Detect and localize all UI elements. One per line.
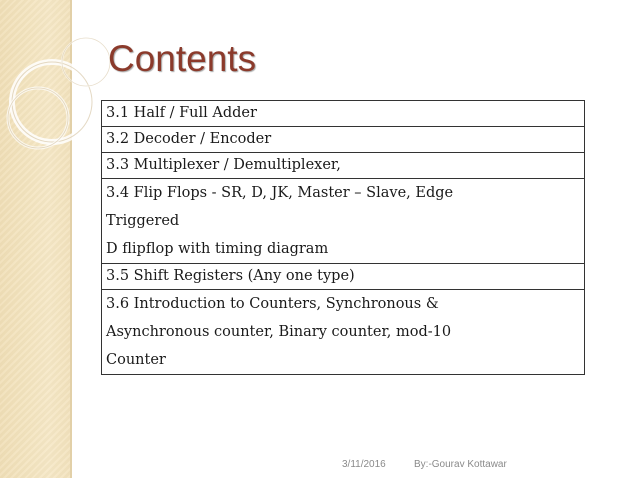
table-row <box>102 127 585 153</box>
page-title: Contents <box>108 38 257 79</box>
contents-item <box>102 153 585 179</box>
contents-item-text: Counter <box>106 352 166 368</box>
contents-item <box>102 127 585 153</box>
contents-item-text: 3.4 Flip Flops - SR, D, JK, Master – Slave, Edge <box>106 185 454 201</box>
footer-author: By:-Gourav Kottawar <box>414 459 507 470</box>
contents-item-text: 3.5 Shift Registers (Any one type) <box>106 268 355 284</box>
footer-date: 3/11/2016 <box>342 459 386 470</box>
slide-footer <box>0 459 638 475</box>
table-row <box>102 179 585 264</box>
contents-item <box>102 290 585 375</box>
table-row <box>102 101 585 127</box>
contents-item-text: Triggered <box>106 213 180 229</box>
contents-item-text: D flipflop with timing diagram <box>106 241 329 257</box>
table-row <box>102 264 585 290</box>
contents-item-text: Asynchronous counter, Binary counter, mod-10 <box>106 324 452 340</box>
contents-item-text: 3.6 Introduction to Counters, Synchronous & <box>106 296 439 312</box>
sidebar-divider <box>70 0 72 478</box>
contents-item <box>102 179 585 264</box>
decorative-sidebar <box>0 0 70 478</box>
table-row <box>102 153 585 179</box>
contents-item <box>102 101 585 127</box>
contents-item-text: 3.3 Multiplexer / Demultiplexer, <box>106 157 341 173</box>
table-row <box>102 290 585 375</box>
contents-item-text: 3.2 Decoder / Encoder <box>106 131 272 147</box>
contents-item-text: 3.1 Half / Full Adder <box>106 105 257 121</box>
contents-item <box>102 264 585 290</box>
contents-table <box>101 100 585 375</box>
